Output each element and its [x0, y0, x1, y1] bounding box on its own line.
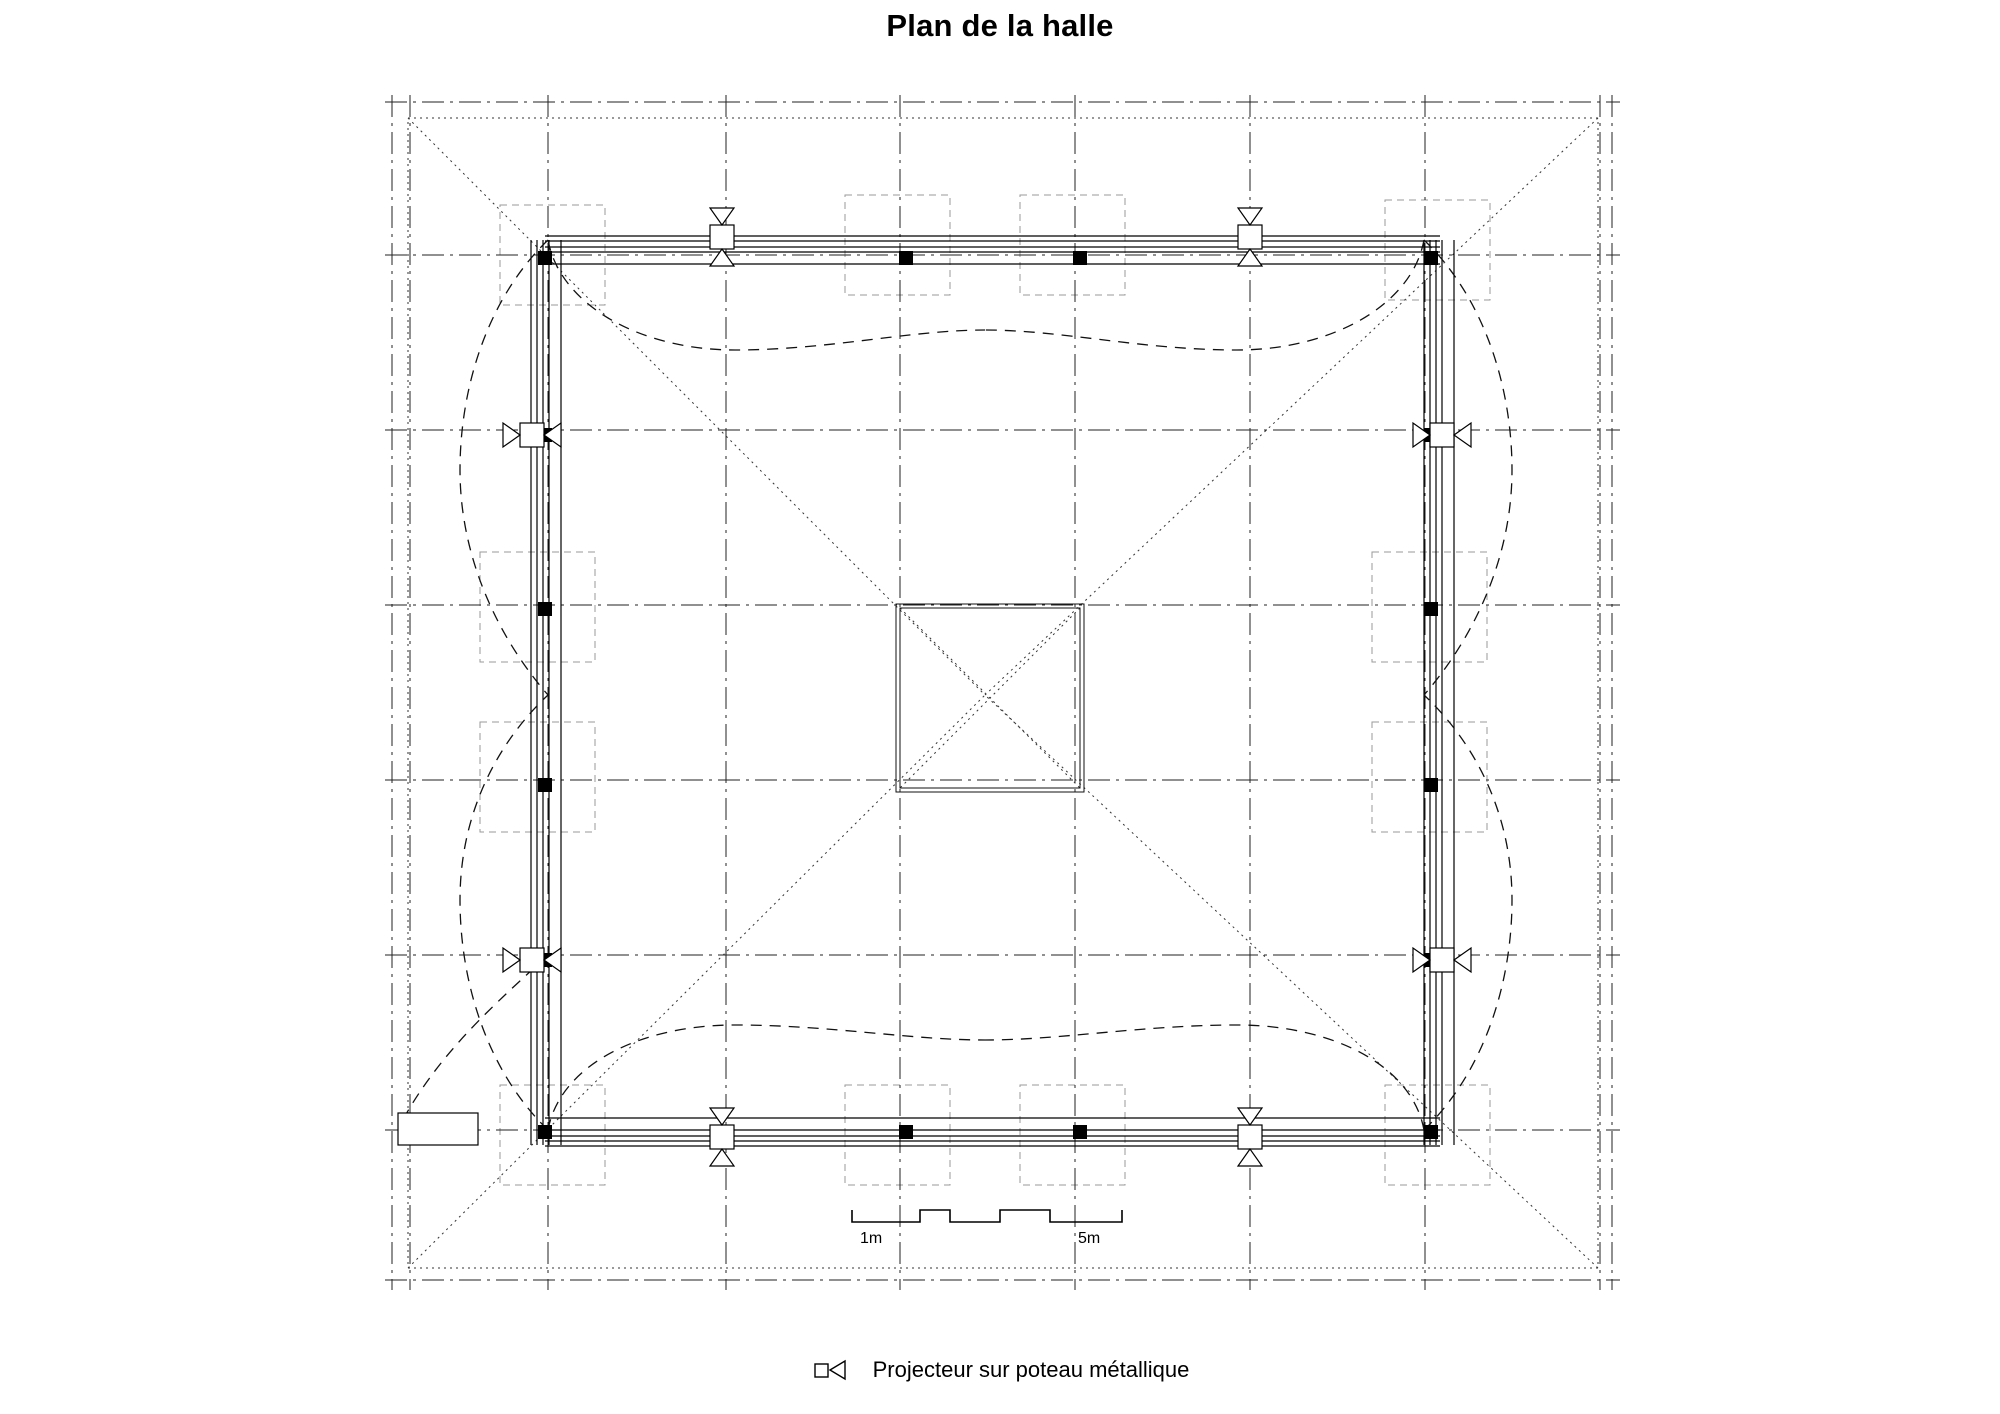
annex-box — [398, 1113, 478, 1145]
projector-symbol[interactable] — [1413, 423, 1471, 447]
scale-label-5m: 5m — [1078, 1230, 1101, 1247]
legend — [0, 1355, 2000, 1385]
projector-symbol[interactable] — [710, 1108, 734, 1166]
plan-svg — [0, 40, 2000, 1340]
page-title: Plan de la halle — [886, 8, 1114, 43]
vault-arcs — [400, 240, 1512, 1130]
roof-diagonals — [408, 118, 1598, 1268]
scale-label-1m: 1m — [860, 1230, 883, 1247]
projector-symbol[interactable] — [503, 423, 561, 447]
projector-symbol[interactable] — [1413, 948, 1471, 972]
projector-symbol[interactable] — [1238, 208, 1262, 266]
plan-drawing — [0, 40, 2000, 1340]
projector-symbol[interactable] — [1238, 1108, 1262, 1166]
projector-icon — [811, 1355, 851, 1385]
legend-label: Projecteur sur poteau métallique — [872, 1357, 1190, 1382]
projector-symbol[interactable] — [503, 948, 561, 972]
scale-bar — [852, 1210, 1122, 1222]
secondary-structure-outlines — [480, 195, 1490, 1185]
projector-symbol[interactable] — [710, 208, 734, 266]
grid-axes — [385, 95, 1620, 1290]
perimeter-walls — [531, 236, 1454, 1146]
columns — [538, 251, 1438, 1139]
